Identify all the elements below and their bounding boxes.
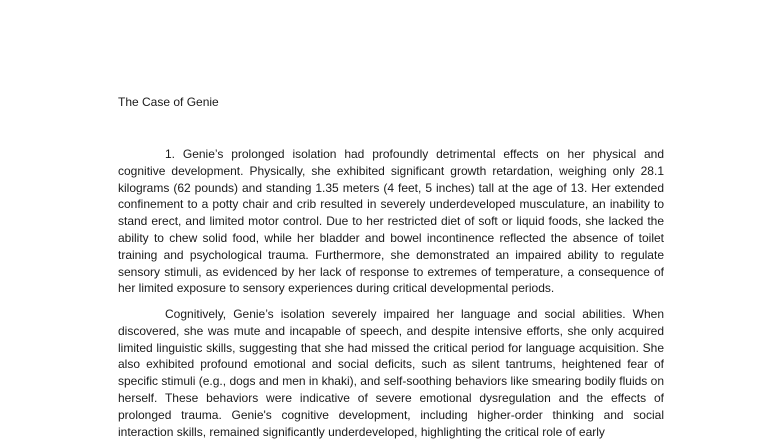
paragraph-physical-development: 1. Genie’s prolonged isolation had profoundly detrimental effects on her physical and cognitive development. Physically, she exhibited significant growth retardation, weighing only 28.1 kilograms (62 pounds) and standing 1.35 meters (4 feet, 5 inches) tall at the age of 13. Her extended confinement to a potty chair and crib resulted in severely underdeveloped musculature, an inability to stand erect, and limited motor control. Due to her restricted diet of soft or liquid foods, she lacked the ability to chew solid food, while her bladder and bowel incontinence reflected the absence of toilet training and psychological trauma. Furthermore, she demonstrated an impaired ability to regulate sensory stimuli, as evidenced by her lack of response to extremes of temperature, a consequence of her limited exposure to sensory experiences during critical developmental periods. xyxy=(118,147,664,296)
document-title: The Case of Genie xyxy=(118,95,219,109)
paragraph-cognitive-development: Cognitively, Genie’s isolation severely impaired her language and social abilities. When discovered, she was mute and incapable of speech, and despite intensive efforts, she only acquired limited linguistic skills, suggesting that she had missed the critical period for language acquisition. She also exhibited profound emotional and social deficits, such as silent tantrums, heightened fear of specific stimuli (e.g., dogs and men in khaki), and self-soothing behaviors like smearing bodily fluids on herself. These behaviors were indicative of severe emotional dysregulation and the effects of prolonged trauma. Genie's cognitive development, including higher-order thinking and social interaction skills, remained significantly underdeveloped, highlighting the critical role of early xyxy=(118,307,664,439)
